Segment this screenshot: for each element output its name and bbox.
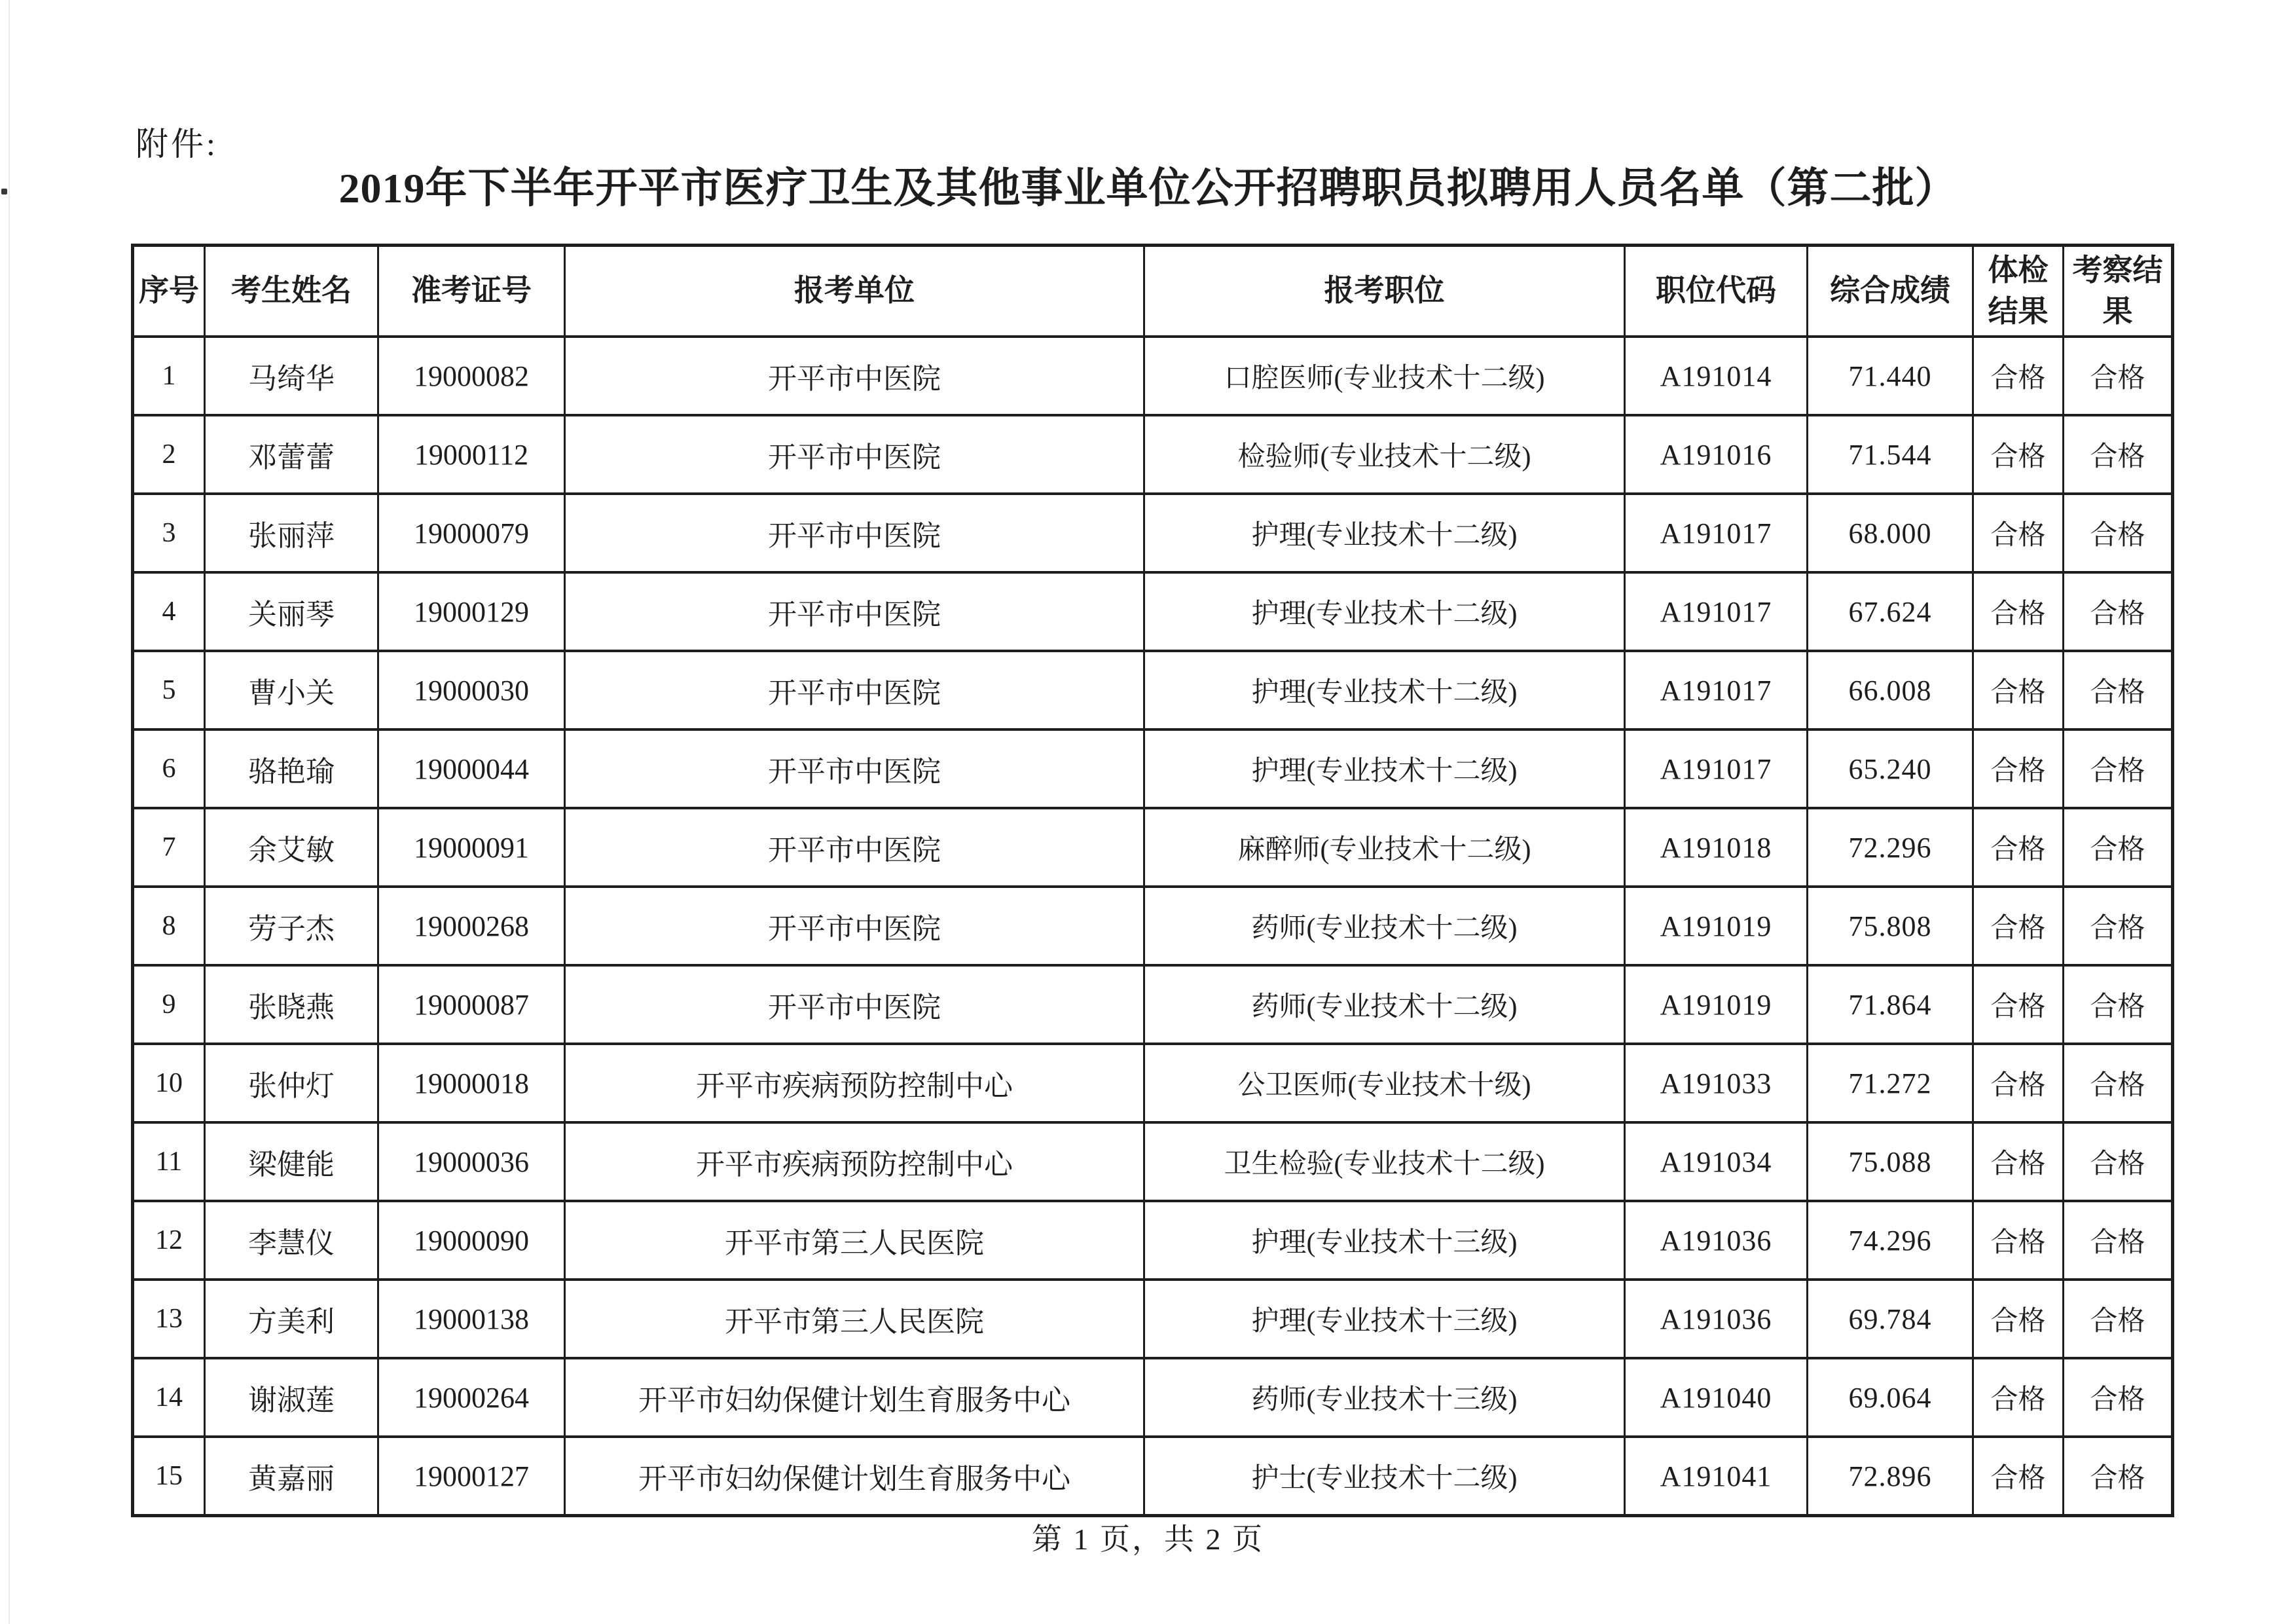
header-ticket-no: 准考证号 xyxy=(378,246,565,337)
cell-ticket-no: 19000090 xyxy=(378,1201,565,1280)
cell-code: A191036 xyxy=(1625,1280,1808,1358)
cell-inspection-result: 合格 xyxy=(2064,415,2173,494)
cell-name: 骆艳瑜 xyxy=(205,729,378,808)
cell-score: 72.296 xyxy=(1808,808,1973,887)
cell-unit: 开平市中医院 xyxy=(565,651,1144,729)
cell-code: A191040 xyxy=(1625,1358,1808,1437)
cell-ticket-no: 19000018 xyxy=(378,1044,565,1122)
cell-score: 75.088 xyxy=(1808,1122,1973,1201)
cell-name: 张晓燕 xyxy=(205,965,378,1044)
table-row xyxy=(133,337,2173,415)
cell-physical-result: 合格 xyxy=(1973,887,2064,965)
attachment-label: 附件: xyxy=(136,126,218,162)
cell-position: 护理(专业技术十三级) xyxy=(1144,1280,1625,1358)
cell-score: 66.008 xyxy=(1808,651,1973,729)
cell-physical-result: 合格 xyxy=(1973,651,2064,729)
cell-code: A191014 xyxy=(1625,337,1808,415)
cell-ticket-no: 19000036 xyxy=(378,1122,565,1201)
cell-score: 68.000 xyxy=(1808,494,1973,572)
table-row xyxy=(133,1201,2173,1280)
cell-position: 口腔医师(专业技术十二级) xyxy=(1144,337,1625,415)
cell-position: 药师(专业技术十二级) xyxy=(1144,887,1625,965)
cell-code: A191018 xyxy=(1625,808,1808,887)
cell-inspection-result: 合格 xyxy=(2064,651,2173,729)
cell-code: A191019 xyxy=(1625,965,1808,1044)
table-row xyxy=(133,729,2173,808)
cell-code: A191036 xyxy=(1625,1201,1808,1280)
hired-personnel-table xyxy=(131,244,2174,1517)
cell-inspection-result: 合格 xyxy=(2064,494,2173,572)
table-row xyxy=(133,1280,2173,1358)
table-row xyxy=(133,572,2173,651)
table-head xyxy=(133,246,2173,337)
cell-position: 麻醉师(专业技术十二级) xyxy=(1144,808,1625,887)
cell-index: 4 xyxy=(133,572,205,651)
table-row xyxy=(133,1122,2173,1201)
cell-position: 护理(专业技术十二级) xyxy=(1144,651,1625,729)
cell-ticket-no: 19000268 xyxy=(378,887,565,965)
cell-code: A191017 xyxy=(1625,729,1808,808)
cell-index: 11 xyxy=(133,1122,205,1201)
cell-ticket-no: 19000091 xyxy=(378,808,565,887)
cell-physical-result: 合格 xyxy=(1973,1437,2064,1516)
cell-inspection-result: 合格 xyxy=(2064,572,2173,651)
header-name: 考生姓名 xyxy=(205,246,378,337)
page-title: 2019年下半年开平市医疗卫生及其他事业单位公开招聘职员拟聘用人员名单（第二批） xyxy=(338,165,1958,212)
cell-ticket-no: 19000129 xyxy=(378,572,565,651)
cell-index: 3 xyxy=(133,494,205,572)
cell-name: 关丽琴 xyxy=(205,572,378,651)
cell-physical-result: 合格 xyxy=(1973,494,2064,572)
cell-unit: 开平市中医院 xyxy=(565,415,1144,494)
cell-physical-result: 合格 xyxy=(1973,965,2064,1044)
cell-index: 10 xyxy=(133,1044,205,1122)
cell-unit: 开平市疾病预防控制中心 xyxy=(565,1044,1144,1122)
cell-inspection-result: 合格 xyxy=(2064,1280,2173,1358)
cell-score: 72.896 xyxy=(1808,1437,1973,1516)
cell-unit: 开平市中医院 xyxy=(565,337,1144,415)
cell-unit: 开平市中医院 xyxy=(565,887,1144,965)
cell-inspection-result: 合格 xyxy=(2064,808,2173,887)
cell-position: 护理(专业技术十二级) xyxy=(1144,494,1625,572)
cell-physical-result: 合格 xyxy=(1973,1280,2064,1358)
header-physical-result: 体检结果 xyxy=(1973,246,2064,337)
cell-unit: 开平市妇幼保健计划生育服务中心 xyxy=(565,1358,1144,1437)
table-row xyxy=(133,494,2173,572)
cell-index: 9 xyxy=(133,965,205,1044)
cell-ticket-no: 19000079 xyxy=(378,494,565,572)
cell-code: A191034 xyxy=(1625,1122,1808,1201)
cell-ticket-no: 19000264 xyxy=(378,1358,565,1437)
cell-unit: 开平市疾病预防控制中心 xyxy=(565,1122,1144,1201)
cell-index: 12 xyxy=(133,1201,205,1280)
cell-ticket-no: 19000112 xyxy=(378,415,565,494)
cell-index: 15 xyxy=(133,1437,205,1516)
cell-physical-result: 合格 xyxy=(1973,808,2064,887)
cell-ticket-no: 19000138 xyxy=(378,1280,565,1358)
cell-inspection-result: 合格 xyxy=(2064,1201,2173,1280)
cell-unit: 开平市中医院 xyxy=(565,965,1144,1044)
cell-name: 梁健能 xyxy=(205,1122,378,1201)
cell-position: 护理(专业技术十三级) xyxy=(1144,1201,1625,1280)
table-row xyxy=(133,651,2173,729)
cell-physical-result: 合格 xyxy=(1973,572,2064,651)
cell-name: 曹小关 xyxy=(205,651,378,729)
cell-index: 14 xyxy=(133,1358,205,1437)
cell-unit: 开平市中医院 xyxy=(565,494,1144,572)
cell-score: 71.440 xyxy=(1808,337,1973,415)
cell-position: 药师(专业技术十二级) xyxy=(1144,965,1625,1044)
cell-name: 余艾敏 xyxy=(205,808,378,887)
cell-unit: 开平市中医院 xyxy=(565,808,1144,887)
table-row xyxy=(133,808,2173,887)
cell-ticket-no: 19000087 xyxy=(378,965,565,1044)
cell-inspection-result: 合格 xyxy=(2064,965,2173,1044)
cell-physical-result: 合格 xyxy=(1973,1358,2064,1437)
cell-score: 74.296 xyxy=(1808,1201,1973,1280)
cell-code: A191019 xyxy=(1625,887,1808,965)
table-row xyxy=(133,965,2173,1044)
cell-name: 邓蕾蕾 xyxy=(205,415,378,494)
cell-index: 13 xyxy=(133,1280,205,1358)
table-row xyxy=(133,415,2173,494)
cell-index: 1 xyxy=(133,337,205,415)
cell-position: 公卫医师(专业技术十级) xyxy=(1144,1044,1625,1122)
page-number-footer: 第 1 页，共 2 页 xyxy=(1032,1522,1264,1556)
cell-score: 71.272 xyxy=(1808,1044,1973,1122)
cell-physical-result: 合格 xyxy=(1973,729,2064,808)
cell-name: 黄嘉丽 xyxy=(205,1437,378,1516)
cell-physical-result: 合格 xyxy=(1973,1122,2064,1201)
header-position: 报考职位 xyxy=(1144,246,1625,337)
cell-unit: 开平市第三人民医院 xyxy=(565,1201,1144,1280)
cell-inspection-result: 合格 xyxy=(2064,1358,2173,1437)
cell-position: 药师(专业技术十三级) xyxy=(1144,1358,1625,1437)
table-body xyxy=(133,337,2173,1516)
cell-physical-result: 合格 xyxy=(1973,1044,2064,1122)
cell-ticket-no: 19000127 xyxy=(378,1437,565,1516)
cell-unit: 开平市第三人民医院 xyxy=(565,1280,1144,1358)
header-score: 综合成绩 xyxy=(1808,246,1973,337)
cell-name: 方美利 xyxy=(205,1280,378,1358)
cell-score: 69.784 xyxy=(1808,1280,1973,1358)
cell-score: 71.544 xyxy=(1808,415,1973,494)
cell-name: 马绮华 xyxy=(205,337,378,415)
cell-score: 69.064 xyxy=(1808,1358,1973,1437)
header-unit: 报考单位 xyxy=(565,246,1144,337)
cell-name: 李慧仪 xyxy=(205,1201,378,1280)
cell-physical-result: 合格 xyxy=(1973,1201,2064,1280)
cell-inspection-result: 合格 xyxy=(2064,1122,2173,1201)
cell-name: 谢淑莲 xyxy=(205,1358,378,1437)
cell-score: 65.240 xyxy=(1808,729,1973,808)
cell-inspection-result: 合格 xyxy=(2064,1044,2173,1122)
table-row xyxy=(133,887,2173,965)
cell-code: A191041 xyxy=(1625,1437,1808,1516)
cell-position: 护理(专业技术十二级) xyxy=(1144,572,1625,651)
cell-position: 护士(专业技术十二级) xyxy=(1144,1437,1625,1516)
cell-position: 检验师(专业技术十二级) xyxy=(1144,415,1625,494)
cell-index: 6 xyxy=(133,729,205,808)
cell-unit: 开平市妇幼保健计划生育服务中心 xyxy=(565,1437,1144,1516)
cell-name: 张仲灯 xyxy=(205,1044,378,1122)
cell-code: A191017 xyxy=(1625,494,1808,572)
cell-score: 67.624 xyxy=(1808,572,1973,651)
cell-index: 7 xyxy=(133,808,205,887)
cell-index: 5 xyxy=(133,651,205,729)
table-row xyxy=(133,1044,2173,1122)
cell-ticket-no: 19000044 xyxy=(378,729,565,808)
cell-unit: 开平市中医院 xyxy=(565,572,1144,651)
cell-inspection-result: 合格 xyxy=(2064,1437,2173,1516)
cell-physical-result: 合格 xyxy=(1973,415,2064,494)
cell-score: 75.808 xyxy=(1808,887,1973,965)
table-row xyxy=(133,1437,2173,1516)
cell-physical-result: 合格 xyxy=(1973,337,2064,415)
cell-ticket-no: 19000030 xyxy=(378,651,565,729)
cell-ticket-no: 19000082 xyxy=(378,337,565,415)
cell-inspection-result: 合格 xyxy=(2064,729,2173,808)
cell-index: 8 xyxy=(133,887,205,965)
cell-score: 71.864 xyxy=(1808,965,1973,1044)
cell-inspection-result: 合格 xyxy=(2064,887,2173,965)
cell-index: 2 xyxy=(133,415,205,494)
cell-code: A191016 xyxy=(1625,415,1808,494)
header-index: 序号 xyxy=(133,246,205,337)
cell-name: 劳子杰 xyxy=(205,887,378,965)
table-header-row xyxy=(133,246,2173,337)
table-row xyxy=(133,1358,2173,1437)
cell-inspection-result: 合格 xyxy=(2064,337,2173,415)
cell-unit: 开平市中医院 xyxy=(565,729,1144,808)
cell-code: A191017 xyxy=(1625,572,1808,651)
header-code: 职位代码 xyxy=(1625,246,1808,337)
cell-name: 张丽萍 xyxy=(205,494,378,572)
header-inspection-result: 考察结果 xyxy=(2064,246,2173,337)
scan-edge-artifact xyxy=(9,0,10,1624)
cell-code: A191033 xyxy=(1625,1044,1808,1122)
cell-code: A191017 xyxy=(1625,651,1808,729)
cell-position: 护理(专业技术十二级) xyxy=(1144,729,1625,808)
cell-position: 卫生检验(专业技术十二级) xyxy=(1144,1122,1625,1201)
